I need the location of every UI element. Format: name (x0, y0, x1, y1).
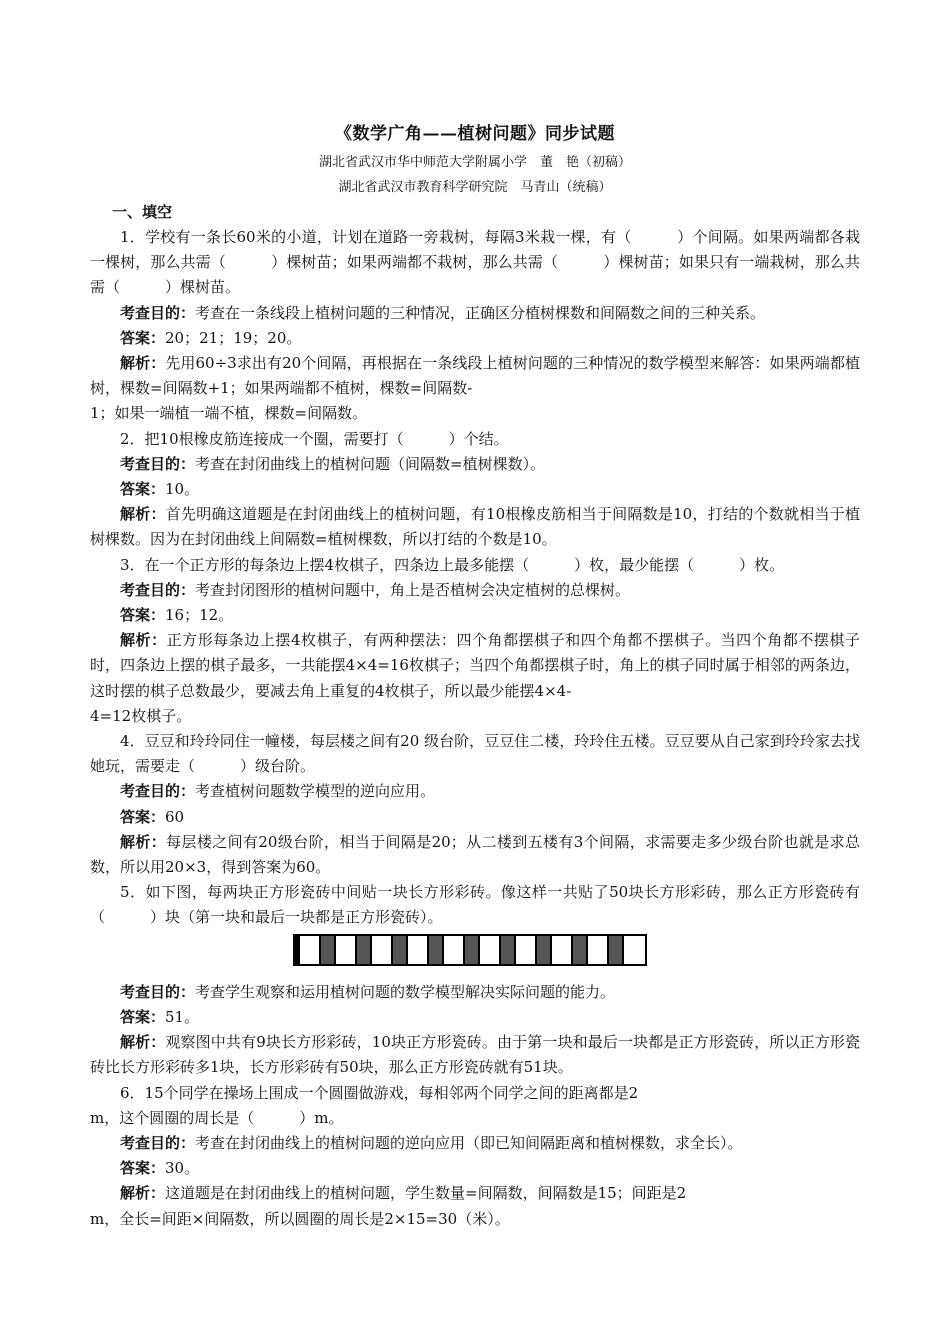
tile-strip (293, 934, 647, 966)
author-line-1: 湖北省武汉市华中师范大学附属小学 董 艳（初稿） (318, 155, 631, 170)
purpose-label: 考查目的： (120, 1133, 196, 1152)
question-6 (90, 1081, 860, 1106)
square-tile (480, 936, 501, 964)
rect-tile (357, 936, 372, 964)
square-tile (295, 936, 321, 964)
question-5 (90, 880, 860, 930)
analysis-text: 这道题是在封闭曲线上的植树问题，学生数量=间隔数，间隔数是15；间距是2 (165, 1184, 687, 1203)
rect-tile (537, 936, 552, 964)
rect-tile (573, 936, 588, 964)
answer-label: 答案： (120, 807, 166, 826)
answer-text: 51。 (165, 1007, 200, 1026)
answer-text: 10。 (165, 480, 200, 499)
answer-2 (90, 477, 860, 502)
analysis-text: 首先明确这道题是在封闭曲线上的植树问题，有10根橡皮筋相当于间隔数是10，打结的个数就相当于植树棵数。因为在封闭曲线上间隔数=植树棵数，所以打结的个数是10。 (90, 505, 860, 549)
document-title: 《数学广角——植树问题》同步试题 (335, 124, 615, 144)
analysis-label: 解析： (120, 1184, 166, 1203)
analysis-5 (90, 1030, 860, 1080)
rect-tile (609, 936, 624, 964)
answer-label: 答案： (120, 1159, 166, 1178)
question-text: 1．学校有一条长60米的小道，计划在道路一旁栽树，每隔3米栽一棵，有（ ）个间隔。如果两端都各栽一棵树，那么共需（ ）棵树苗；如果两端都不栽树，那么共需（ ）棵树苗；如果只有一端栽树，那么共需（ ）棵树苗。 (90, 228, 860, 297)
purpose-text: 考查植树问题数学模型的逆向应用。 (195, 782, 436, 801)
answer-1 (90, 326, 860, 351)
answer-3 (90, 603, 860, 628)
square-tile (444, 936, 465, 964)
purpose-2 (90, 452, 860, 477)
tile-figure (90, 932, 860, 972)
answer-4 (90, 805, 860, 830)
purpose-5 (90, 980, 860, 1005)
purpose-text: 考查学生观察和运用植树问题的数学模型解决实际问题的能力。 (195, 982, 616, 1001)
rect-tile (321, 936, 336, 964)
answer-label: 答案： (120, 328, 166, 347)
square-tile (336, 936, 357, 964)
purpose-6 (90, 1131, 860, 1156)
question-text: 4．豆豆和玲玲同住一幢楼，每层楼之间有20 级台阶，豆豆住二楼，玲玲住五楼。豆豆要从自己家到玲玲家去找她玩，需要走（ ）级台阶。 (90, 732, 860, 776)
purpose-text: 考查在封闭曲线上的植树问题（间隔数=植树棵数）。 (195, 454, 546, 473)
question-text: 3．在一个正方形的每条边上摆4枚棋子，四条边上最多能摆（ ）枚，最少能摆（ ）枚。 (120, 555, 785, 574)
analysis-6-cont: m，全长=间距×间隔数，所以圆圈的周长是2×15=30（米）。 (90, 1209, 510, 1228)
square-tile (624, 936, 645, 964)
question-3 (90, 553, 860, 578)
answer-text: 30。 (165, 1159, 200, 1178)
analysis-1 (90, 351, 860, 401)
analysis-text: 先用60÷3求出有20个间隔，再根据在一条线段上植树问题的三种情况的数学模型来解答：如果两端都植树，棵数=间隔数+1；如果两端都不植树，棵数=间隔数- (90, 354, 860, 398)
question-6-cont: m，这个圆圈的周长是（ ）m。 (90, 1108, 344, 1127)
analysis-label: 解析： (120, 631, 167, 650)
purpose-text: 考查在封闭曲线上的植树问题的逆向应用（即已知间隔距离和植树棵数，求全长）。 (195, 1133, 743, 1152)
analysis-text: 观察图中共有9块长方形彩砖，10块正方形瓷砖。由于第一块和最后一块都是正方形瓷砖，所以正方形瓷砖比长方形彩砖多1块，长方形彩砖有50块，那么正方形瓷砖就有51块。 (90, 1033, 860, 1077)
rect-tile (429, 936, 444, 964)
analysis-1-cont: 1；如果一端植一端不植，棵数=间隔数。 (90, 404, 368, 423)
question-text: 2．把10根橡皮筋连接成一个圈，需要打（ ）个结。 (120, 429, 509, 448)
purpose-4 (90, 779, 860, 804)
purpose-text: 考查封闭图形的植树问题中，角上是否植树会决定植树的总棵树。 (195, 580, 631, 599)
answer-label: 答案： (120, 480, 166, 499)
section-heading: 一、填空 (112, 203, 173, 221)
question-4 (90, 729, 860, 779)
analysis-2 (90, 502, 860, 552)
analysis-label: 解析： (120, 832, 167, 851)
question-2 (90, 427, 860, 452)
answer-text: 20；21；19；20。 (165, 328, 302, 347)
square-tile (588, 936, 609, 964)
question-text: 5．如下图，每两块正方形瓷砖中间贴一块长方形彩砖。像这样一共贴了50块长方形彩砖，那么正方形瓷砖有（ ）块（第一块和最后一块都是正方形瓷砖）。 (90, 883, 860, 927)
square-tile (552, 936, 573, 964)
rect-tile (465, 936, 480, 964)
purpose-label: 考查目的： (120, 303, 196, 322)
rect-tile (393, 936, 408, 964)
answer-text: 60 (165, 807, 185, 826)
purpose-label: 考查目的： (120, 580, 196, 599)
purpose-text: 考查在一条线段上植树问题的三种情况，正确区分植树棵数和间隔数之间的三种关系。 (195, 303, 766, 322)
author-line-2: 湖北省武汉市教育科学研究院 马青山（统稿） (338, 180, 612, 195)
analysis-4 (90, 830, 860, 880)
answer-6 (90, 1156, 860, 1181)
purpose-label: 考查目的： (120, 982, 196, 1001)
square-tile (372, 936, 393, 964)
answer-text: 16；12。 (165, 606, 234, 625)
square-tile (516, 936, 537, 964)
analysis-text: 正方形每条边上摆4枚棋子，有两种摆法：四个角都摆棋子和四个角都不摆棋子。当四个角都不摆棋子时，四条边上摆的棋子最多，一共能摆4×4=16枚棋子；当四个角都摆棋子时，角上的棋子同时属于相邻的两条边，这时摆的棋子总数最少，要减去角上重复的4枚棋子，所以最少能摆4×4- (90, 631, 860, 700)
answer-5 (90, 1005, 860, 1030)
question-1 (90, 225, 860, 301)
answer-label: 答案： (120, 606, 166, 625)
purpose-1 (90, 301, 860, 326)
analysis-3-cont: 4=12枚棋子。 (90, 706, 192, 725)
purpose-label: 考查目的： (120, 454, 196, 473)
analysis-label: 解析： (120, 505, 166, 524)
square-tile (408, 936, 429, 964)
purpose-3 (90, 578, 860, 603)
analysis-text: 每层楼之间有20级台阶，相当于间隔是20；从二楼到五楼有3个间隔，求需要走多少级台阶也就是求总数，所以用20×3，得到答案为60。 (90, 832, 860, 877)
analysis-label: 解析： (120, 354, 166, 373)
document-page (90, 113, 860, 1232)
analysis-label: 解析： (120, 1033, 166, 1052)
rect-tile (501, 936, 516, 964)
analysis-3 (90, 628, 860, 704)
answer-label: 答案： (120, 1007, 166, 1026)
question-text: 6．15个同学在操场上围成一个圆圈做游戏，每相邻两个同学之间的距离都是2 (120, 1083, 639, 1102)
purpose-label: 考查目的： (120, 782, 196, 801)
analysis-6 (90, 1181, 860, 1206)
